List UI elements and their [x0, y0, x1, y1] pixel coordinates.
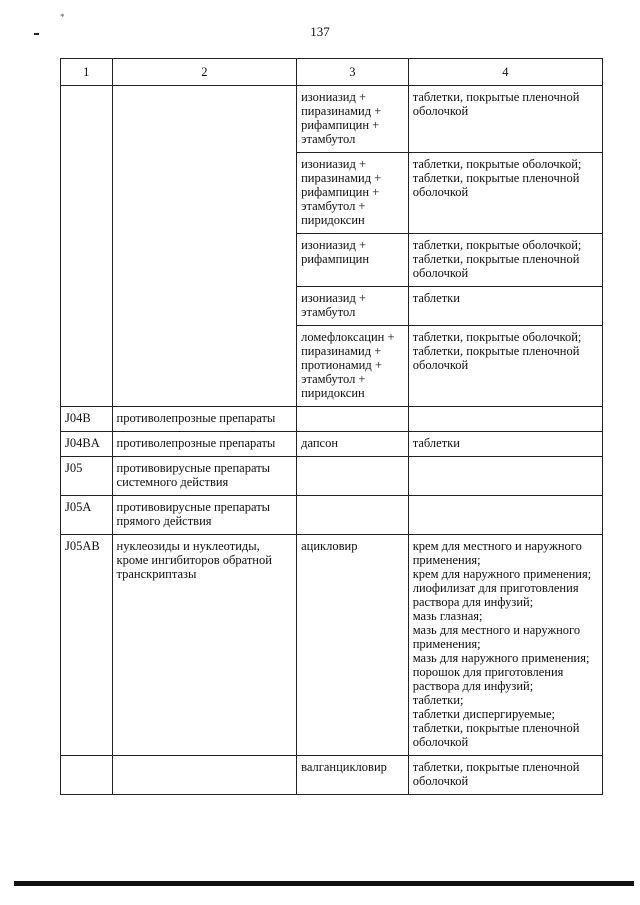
substance-text: ломефлоксацин + пиразинамид + протионамид + этамбутол + пиридоксин	[301, 330, 395, 400]
atc-code: J04B	[65, 411, 91, 425]
form-cell	[408, 234, 602, 287]
substance-text: изониазид + этамбутол	[301, 291, 367, 319]
table-row	[61, 432, 603, 457]
substance-text: валганцикловир	[301, 760, 387, 774]
form-cell	[408, 407, 602, 432]
group-name: противолепрозные препараты	[116, 411, 276, 425]
form-cell	[408, 432, 602, 457]
form-text: таблетки, покрытые пленочной оболочкой	[412, 760, 580, 788]
column-header-4: 4	[408, 59, 602, 86]
code-cell	[61, 496, 113, 535]
form-cell	[408, 287, 602, 326]
column-header-1: 1	[61, 59, 113, 86]
group-cell	[112, 86, 297, 407]
form-text: таблетки, покрытые оболочкой; таблетки, покрытые пленочной оболочкой	[412, 157, 582, 199]
group-cell	[112, 756, 297, 795]
group-cell	[112, 407, 297, 432]
substance-cell	[297, 86, 409, 153]
form-text: крем для местного и наружного применения; крем для наружного применения; лиофилизат для приготовления раствора для инфузий; мазь глазная; мазь для местного и наружного применения; мазь для наружного применения; порошок для приготовления раствора для инфузий; таблетки; таблетки диспергируемые; таблетки, покрытые пленочной оболочкой	[412, 539, 592, 749]
substance-cell	[297, 153, 409, 234]
group-cell	[112, 432, 297, 457]
form-cell	[408, 326, 602, 407]
scan-tick-mark: *	[60, 12, 65, 22]
form-cell	[408, 457, 602, 496]
table-row	[61, 407, 603, 432]
bottom-rule	[14, 881, 634, 886]
substance-text: дапсон	[301, 436, 339, 450]
group-cell	[112, 457, 297, 496]
form-cell	[408, 535, 602, 756]
substance-cell	[297, 432, 409, 457]
table-header-row	[61, 59, 603, 86]
substance-text: ацикловир	[301, 539, 358, 553]
medications-table	[60, 58, 603, 795]
atc-code: J05A	[65, 500, 92, 514]
table-row	[61, 457, 603, 496]
substance-cell	[297, 535, 409, 756]
form-text: таблетки	[412, 291, 460, 305]
column-header-3: 3	[297, 59, 409, 86]
column-header-2: 2	[112, 59, 297, 86]
substance-cell	[297, 407, 409, 432]
form-cell	[408, 496, 602, 535]
group-name: противолепрозные препараты	[116, 436, 276, 450]
code-cell	[61, 86, 113, 407]
form-cell	[408, 86, 602, 153]
table-row	[61, 86, 603, 153]
substance-cell	[297, 287, 409, 326]
table-row	[61, 535, 603, 756]
group-name: противовирусные препараты системного действия	[116, 461, 271, 489]
code-cell	[61, 407, 113, 432]
table-row	[61, 496, 603, 535]
group-name: нуклеозиды и нуклеотиды, кроме ингибиторов обратной транскриптазы	[116, 539, 272, 581]
code-cell	[61, 535, 113, 756]
code-cell	[61, 457, 113, 496]
form-text: таблетки, покрытые оболочкой; таблетки, покрытые пленочной оболочкой	[412, 238, 582, 280]
substance-cell	[297, 457, 409, 496]
atc-code: J05AB	[65, 539, 100, 553]
substance-cell	[297, 326, 409, 407]
substance-text: изониазид + пиразинамид + рифампицин + этамбутол + пиридоксин	[301, 157, 382, 227]
form-text: таблетки	[412, 436, 460, 450]
form-cell	[408, 153, 602, 234]
table-row	[61, 756, 603, 795]
group-cell	[112, 496, 297, 535]
substance-cell	[297, 756, 409, 795]
substance-cell	[297, 496, 409, 535]
code-cell	[61, 756, 113, 795]
code-cell	[61, 432, 113, 457]
substance-text: изониазид + пиразинамид + рифампицин + этамбутол	[301, 90, 382, 146]
form-text: таблетки, покрытые пленочной оболочкой	[412, 90, 580, 118]
group-name: противовирусные препараты прямого действия	[116, 500, 271, 528]
group-cell	[112, 535, 297, 756]
atc-code: J04BA	[65, 436, 100, 450]
form-cell	[408, 756, 602, 795]
substance-cell	[297, 234, 409, 287]
atc-code: J05	[65, 461, 83, 475]
substance-text: изониазид + рифампицин	[301, 238, 370, 266]
page-number: 137	[310, 24, 330, 39]
form-text: таблетки, покрытые оболочкой; таблетки, покрытые пленочной оболочкой	[412, 330, 582, 372]
